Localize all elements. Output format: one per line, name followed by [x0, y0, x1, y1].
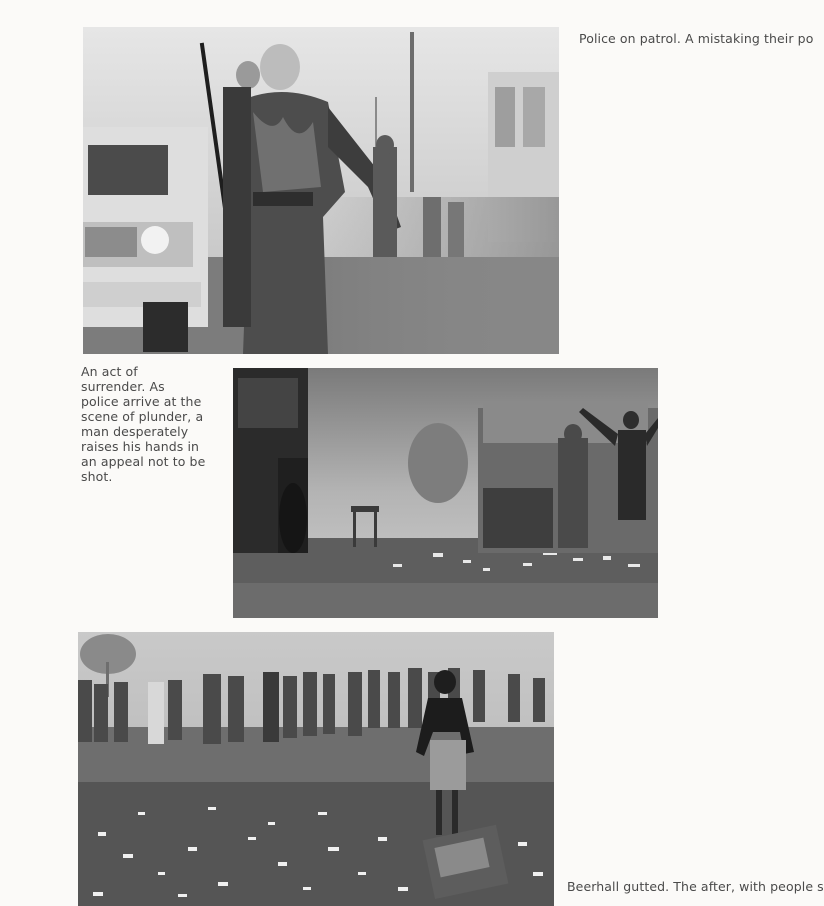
photo-beerhall	[78, 632, 554, 906]
caption-surrender: An act of surrender. As police arrive at the scene of plunder, a man desperately raises his hands in an appeal not to be shot.	[81, 364, 206, 484]
photo-police-patrol	[83, 27, 559, 354]
caption-police-patrol: Police on patrol. A mistaking their po	[579, 31, 814, 46]
caption-beerhall: Beerhall gutted. The after, with people s	[567, 879, 824, 894]
photo-surrender	[233, 368, 658, 618]
